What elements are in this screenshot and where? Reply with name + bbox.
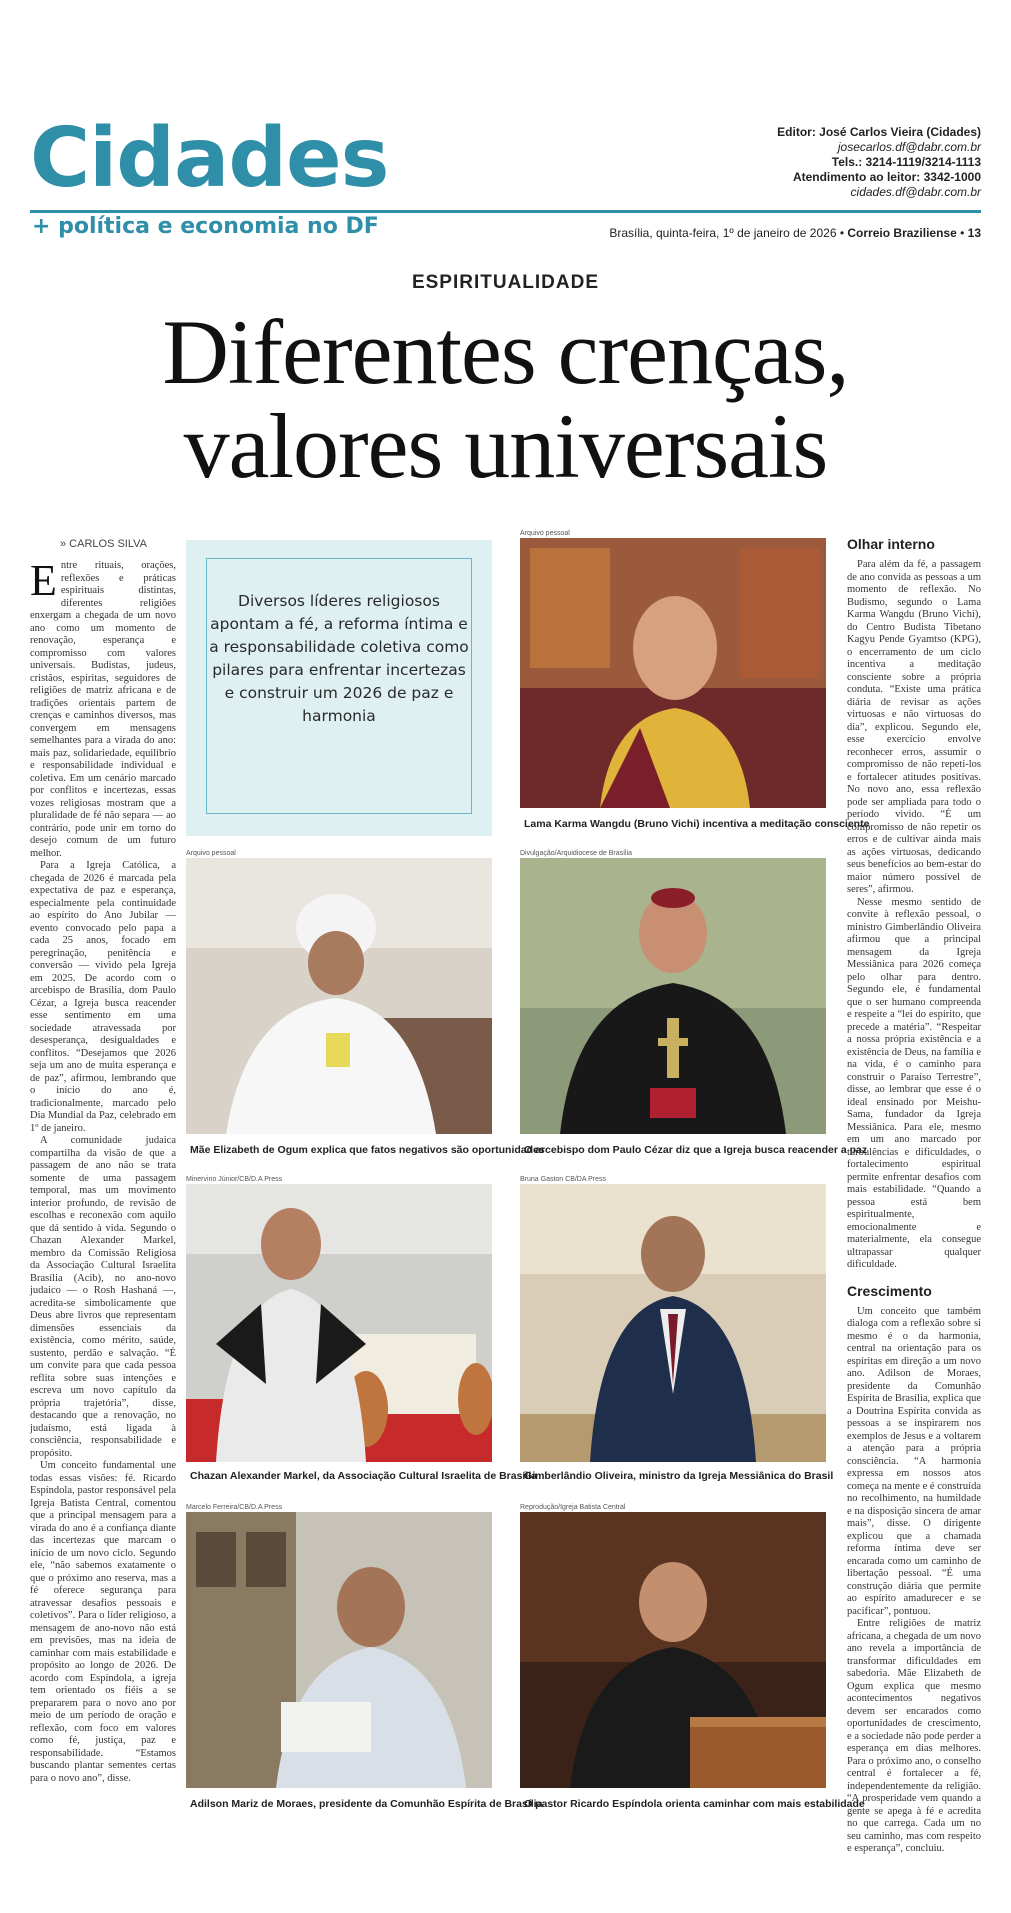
body-column-right	[847, 535, 981, 1856]
photo-dom-paulo	[520, 858, 826, 1134]
photo-chazan	[186, 1184, 492, 1462]
page-number: 13	[967, 226, 981, 240]
body-paragraph: Para além da fé, a passagem de ano convida as pessoas a um momento de reflexão. No Budismo, segundo o Lama Karma Wangdu (Bruno Vichi), do Centro Budista Tibetano Kagyu Pende Gyamtso (KPG), o encerramento de um ciclo incentiva a meditação consciente sobre a própria conduta. “Existe uma prática diária de revisar as ações virtuosas e não virtuosas do dia”, explicou. Segundo ele, esse exercício envolve reconhecer erros, assumir o compromisso de não repeti-los e fortalecer atitudes positivas. No novo ano, essa reflexão pode ser ampliada para todo o período vivido. “É um compromisso de não repetir os erros e de cultivar ainda mais as ações virtuosas, dedicando seus benefícios ao bem-estar do maior número possível de seres”, afirmou.	[847, 559, 981, 895]
body-paragraph: A comunidade judaica compartilha da visão de que a passagem de ano não se trata somente de uma passagem temporal, mas um movimento interior profundo, de revisão de escolhas e reconexão com aquilo que dá sentido à vida. Segundo o Chazan Alexander Markel, membro da Comissão Religiosa da Associação Cultural Israelita Brasília (Acib), no ano-novo judaico — o Rosh Hashaná —, acredita-se simbolicamente que Deus abre livros que representam dimensões essenciais da existência, como mérito, saúde, sustento, perdão e salvação. “É um convite para que cada pessoa reflita sobre suas intenções e escreva um novo capítulo da própria trajetória”, disse, destacando que a renovação, no judaísmo, está ligada à consciência, responsabilidade e propósito.	[30, 1135, 176, 1459]
editor-email: josecarlos.df@dabr.com.br	[837, 140, 981, 154]
body-column-left	[30, 556, 176, 1785]
article-kicker: ESPIRITUALIDADE	[411, 272, 600, 293]
subhead-crescimento: Crescimento	[847, 1282, 932, 1299]
photo-pastor	[520, 1512, 826, 1788]
phones: Tels.: 3214-1119/3214-1113	[831, 155, 981, 169]
body-paragraph: Um conceito fundamental une todas essas visões: fé. Ricardo Espíndola, pastor responsável pela Igreja Batista Central, comentou que a principal mensagem para a virada do ano é a confiança diante das incertezas que marcam o início de um novo ciclo. Segundo ele, “não sabemos exatamente o que o próximo ano reserva, mas a fé oferece segurança para atravessar desafios pessoais e coletivos”. Para o líder religioso, a mensagem de ano-novo não está em previsões, mas na ideia de caminhar com mais estabilidade e propósito ao longo de 2026. De acordo com Espíndola, a igreja tem orientado os fiéis a se prepararem para o novo ano por meio de um período de oração e reflexão, com foco em valores como fé, justiça, paz e responsabilidade. “Estamos buscando plantar sementes certas para o novo ano”, disse.	[30, 1460, 176, 1784]
headline-line-1: Diferentes crenças,	[162, 301, 849, 403]
drop-cap: E	[30, 556, 57, 605]
photo-credit: Arquivo pessoal	[186, 850, 236, 857]
date-text: Brasília, quinta-feira, 1º de janeiro de 2026	[609, 226, 837, 240]
city-email: cidades.df@dabr.com.br	[850, 185, 981, 199]
photo-caption: O arcebispo dom Paulo Cézar diz que a Igreja busca reacender a paz	[524, 1144, 868, 1156]
photo-caption: Chazan Alexander Markel, da Associação Cultural Israelita de Brasília	[190, 1470, 538, 1482]
photo-credit: Divulgação/Arquidiocese de Brasília	[520, 850, 633, 857]
photo-adilson	[186, 1512, 492, 1788]
photo-mae-elizabeth	[186, 858, 492, 1134]
photo-caption: Lama Karma Wangdu (Bruno Vichi) incentiva a meditação consciente	[524, 818, 870, 830]
photo-credit: Reprodução/Igreja Batista Central	[520, 1504, 626, 1511]
pull-quote-text: Diversos líderes religiosos apontam a fé, a reforma íntima e a responsabilidade coletiva como pilares para enfrentar incertezas e construir um 2026 de paz e harmonia	[209, 592, 469, 725]
section-title: Cidades	[30, 111, 389, 206]
article-headline	[0, 301, 1011, 497]
editor-line: Editor: José Carlos Vieira (Cidades)	[777, 125, 981, 139]
photo-gimberlandio	[520, 1184, 826, 1462]
section-rule	[30, 210, 981, 213]
photo-credit: Minervino Júnior/CB/D.A Press	[186, 1176, 283, 1183]
dateline: Brasília, quinta-feira, 1º de janeiro de 2026 • Correio Braziliense • 13	[609, 226, 981, 240]
photo-credit: Arquivo pessoal	[520, 530, 570, 537]
pull-quote-box	[186, 540, 492, 836]
photo-credit: Bruna Gaston CB/DA Press	[520, 1176, 606, 1183]
body-paragraph: Um conceito que também dialoga com a reflexão sobre si mesmo é o da harmonia, central na orientação para os espíritas em direção a um novo ano. Adilson de Moraes, presidente da Comunhão Espírita de Brasília, explica que a Doutrina Espírita convida as pessoas a se inspirarem nos exemplos de Jesus e a voltarem a atenção para a própria consciência. “A harmonia expressa em nossos atos começa na mente e é construída no recolhimento, na humildade e na disposição sincera de amar mais”, disse. O dirigente explicou que a chamada reforma íntima deve ser encarada como um caminho de libertação pessoal. “É uma construção diária que permite ao espírito amadurecer e se pacificar”, pontuou.	[847, 1305, 981, 1617]
photo-caption: O pastor Ricardo Espíndola orienta caminhar com mais estabilidade	[524, 1798, 865, 1810]
photo-caption: Mãe Elizabeth de Ogum explica que fatos negativos são oportunidades	[190, 1144, 545, 1156]
body-paragraph: Entre rituais, orações, reflexões e práticas espirituais distintas, diferentes religiões enxergam a chegada de um novo ano como um momento de renovação, esperança e compromisso com valores universais. Budistas, judeus, cristãos, espíritas, seguidores de religiões de matriz africana e de tradições orientais partem de crenças e caminhos diversos, mas convergem em mensagens semelhantes para a virada do ano: mais paz, solidariedade, equilíbrio e responsabilidade individual e coletiva. Em um cenário marcado por conflitos e incertezas, essas vozes religiosas mostram que a pluralidade de fé não separa — ao contrário, pode unir em torno do desejo comum de um futuro melhor.	[30, 556, 176, 859]
section-subtitle: + política e economia no DF	[32, 214, 379, 239]
body-paragraph: Nesse mesmo sentido de convite à reflexão pessoal, o ministro Gimberlândio Oliveira afirmou que a principal mensagem da Igreja Messiânica para 2026 começa pelo olhar para dentro. Segundo ele, é fundamental que o ser humano compreenda e respeite a “lei do espírito, que precede a matéria”. “Respeitar a nossa própria existência e a existência de Deus, na família e na vida, é o caminho para construir o Paraíso Terrestre”, disse, ao lembrar que esse é o ideal ensinado por Meishu-Sama, fundador da Igreja Messiânica. Para ele, mesmo em um ano marcado por turbulências e dificuldades, o fortalecimento espiritual permite enfrentar desafios com mais estabilidade. “Quando a pessoa está bem espiritualmente, emocionalmente e materialmente, ela consegue ultrapassar qualquer dificuldade.	[847, 896, 981, 1270]
byline: » CARLOS SILVA	[60, 538, 148, 550]
editor-info	[721, 125, 981, 200]
subhead-olhar-interno: Olhar interno	[847, 536, 935, 552]
body-paragraph: Para a Igreja Católica, a chegada de 2026 é marcada pela expectativa de paz e esperança, especialmente pela continuidade ao espírito do Ano Jubilar — evento convocado pelo papa a cada 25 anos, focado em peregrinação, penitência e conversão — vivido pela Igreja em 2025. De acordo com o arcebispo de Brasília, dom Paulo Cézar, a Igreja busca reacender esse sentimento em uma sociedade atravessada por desesperança, desigualdades e conflitos. “Desejamos que 2026 seja um ano de muita esperança e de paz”, afirmou, lembrando que o início do ano é, tradicionalmente, marcado pelo Dia Mundial da Paz, celebrado em 1º de janeiro.	[30, 860, 176, 1134]
body-paragraph: Entre religiões de matriz africana, a chegada de um novo ano revela a importância de transformar dificuldades em sabedoria. Mãe Elizabeth de Ogum explica que mesmo acontecimentos negativos devem ser encarados como oportunidades de crescimento, e a sociedade não pode perder a esperança em dias melhores. Para o próximo ano, o conselho central é fortalecer a fé, independentemente da religião. “A prosperidade vem quando a gente se apega à fé e acredita no que carrega. Cada um no seu caminho, mas com respeito e esperança”, concluiu.	[847, 1618, 981, 1854]
reader-service: Atendimento ao leitor: 3342-1000	[792, 170, 981, 184]
photo-lama	[520, 538, 826, 808]
headline-line-2: valores universais	[183, 395, 828, 497]
photo-caption: Gimberlândio Oliveira, ministro da Igreja Messiânica do Brasil	[524, 1470, 834, 1482]
photo-credit: Marcelo Ferreira/CB/D.A Press	[186, 1504, 283, 1511]
paper-name: Correio Braziliense	[847, 226, 957, 240]
photo-caption: Adilson Mariz de Moraes, presidente da Comunhão Espírita de Brasília	[190, 1798, 543, 1810]
